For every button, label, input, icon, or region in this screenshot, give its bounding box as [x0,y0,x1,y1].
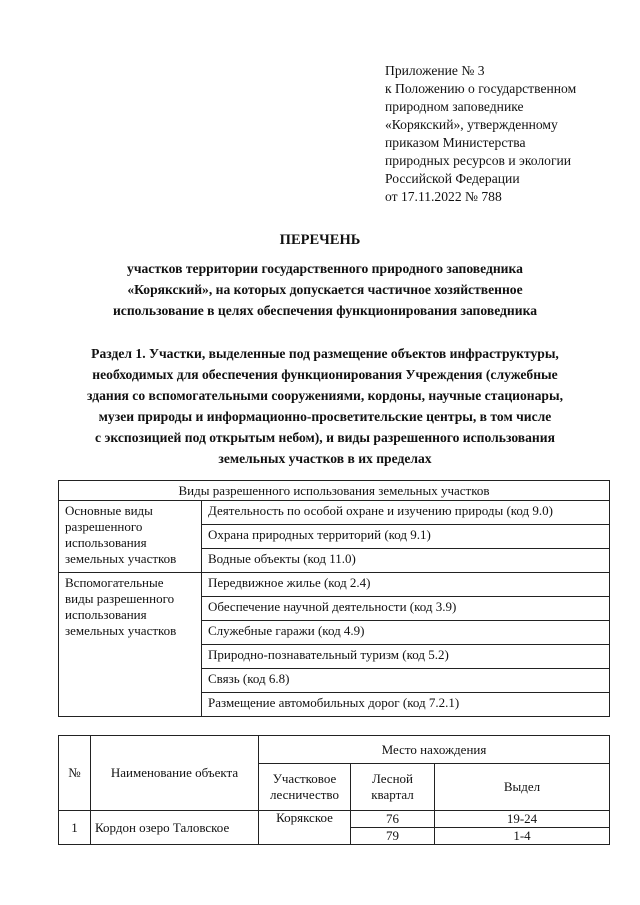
appendix-line: «Корякский», утвержденному [385,117,558,132]
use-item: Обеспечение научной деятельности (код 3.9) [202,597,610,621]
appendix-line: приказом Министерства [385,135,526,150]
document-subtitle [60,258,590,321]
appendix-line: Приложение № 3 [385,63,485,78]
quarter-cell: 79 [351,828,435,845]
use-item: Размещение автомобильных дорог (код 7.2.1) [202,693,610,717]
appendix-line: природных ресурсов и экологии [385,153,572,168]
use-item: Служебные гаражи (код 4.9) [202,621,610,645]
appendix-line: к Положению о государственном [385,81,577,96]
section-line: необходимых для обеспечения функционирования Учреждения (служебные [92,367,558,382]
section-cell: 19-24 [435,811,610,828]
quarter-cell: 76 [351,811,435,828]
appendix-line: от 17.11.2022 № 788 [385,189,502,204]
object-name: Кордон озеро Таловское [91,811,259,845]
subtitle-line: использование в целях обеспечения функционирования заповедника [112,303,538,318]
col-location-header: Место нахождения [259,736,610,764]
appendix-line: природном заповеднике [385,99,524,114]
section-line: с экспозицией под открытым небом), и виды разрешенного использования [95,430,555,445]
table-row [59,811,610,828]
document-title: ПЕРЕЧЕНЬ [279,232,361,248]
use-item: Связь (код 6.8) [202,669,610,693]
auxiliary-uses-label: Вспомогательные виды разрешенного использования земельных участков [59,573,202,717]
col-name-header: Наименование объекта [91,736,259,811]
use-item: Природно-познавательный туризм (код 5.2) [202,645,610,669]
main-uses-label: Основные виды разрешенного использования земельных участков [59,501,202,573]
col-number-header: № [59,736,91,811]
use-item: Передвижное жилье (код 2.4) [202,573,610,597]
land-use-header: Виды разрешенного использования земельных участков [59,481,610,501]
subtitle-line: участков территории государственного природного заповедника [127,261,523,276]
col-section-header: Выдел [435,764,610,811]
section-heading [40,343,610,469]
use-item: Водные объекты (код 11.0) [202,549,610,573]
appendix-block [385,62,625,206]
section-line: музеи природы и информационно-просветительские центры, в том числе [98,409,552,424]
use-item: Охрана природных территорий (код 9.1) [202,525,610,549]
objects-table [58,735,610,845]
section-line: здания со вспомогательными сооружениями, кордоны, научные стационары, [86,388,563,403]
use-item: Деятельность по особой охране и изучению природы (код 9.0) [202,501,610,525]
appendix-line: Российской Федерации [385,171,520,186]
land-use-table [58,480,610,717]
section-line: Раздел 1. Участки, выделенные под размещение объектов инфраструктуры, [91,346,559,361]
section-cell: 1-4 [435,828,610,845]
subtitle-line: «Корякский», на которых допускается частичное хозяйственное [127,282,523,297]
row-number: 1 [59,811,91,845]
col-quarter-header: Лесной квартал [351,764,435,811]
forestry-cell: Корякское [259,811,351,845]
col-forestry-header: Участковое лесничество [259,764,351,811]
section-line: земельных участков в их пределах [218,451,432,466]
